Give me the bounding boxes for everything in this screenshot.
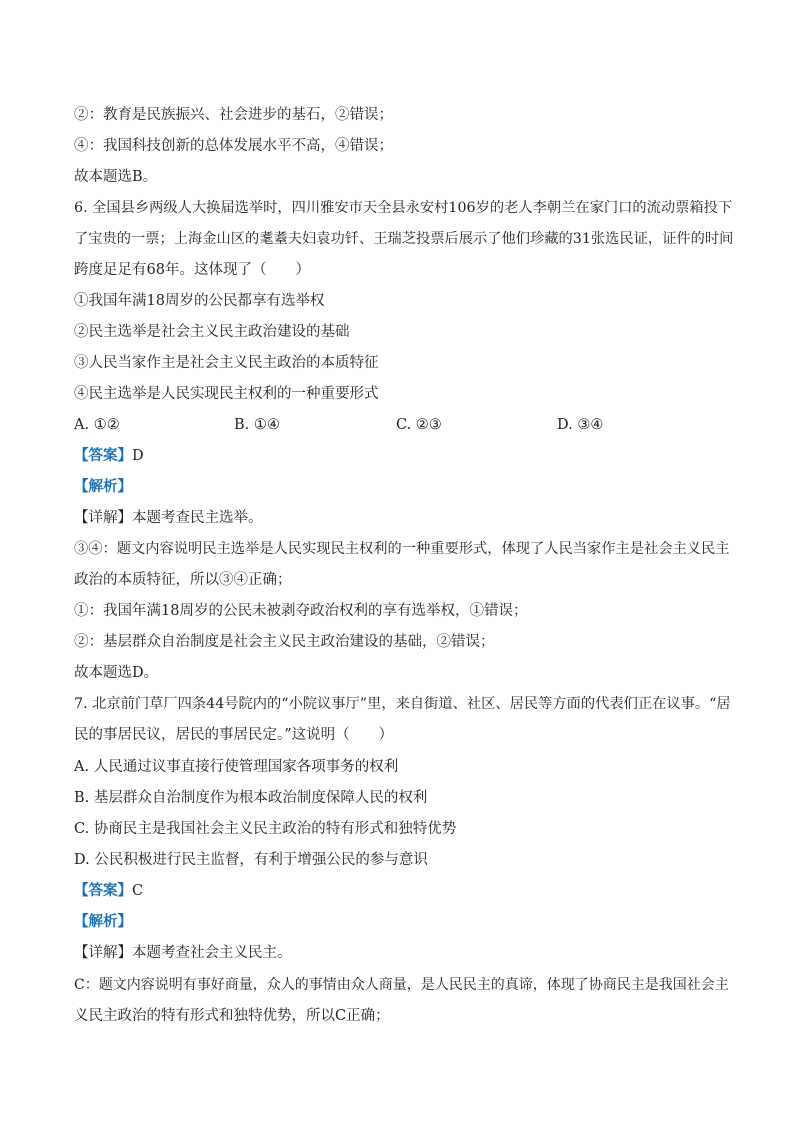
q6-option-b: B. ①④ xyxy=(234,417,280,433)
q5-explain-line-4: ④：我国科技创新的总体发展水平不高，④错误； xyxy=(74,138,393,154)
q6-option-a: A. ①② xyxy=(74,417,120,433)
q7-answer-label: 【答案】 xyxy=(74,882,132,899)
q6-detail-label: 【详解】 xyxy=(74,510,132,526)
q6-detail xyxy=(74,508,734,528)
q7-answer-value: C xyxy=(132,883,144,899)
q6-statement-2: ②民主选举是社会主义民主政治建设的基础 xyxy=(74,324,350,340)
q6-option-d: D. ③④ xyxy=(557,417,604,433)
q6-statement-4: ④民主选举是人民实现民主权利的一种重要形式 xyxy=(74,386,379,402)
q7-analysis-label: 【解析】 xyxy=(74,913,132,930)
q7-detail-text: 本题考查社会主义民主。 xyxy=(132,945,292,961)
q6-answer-value: D xyxy=(132,448,144,464)
q6-conclusion: 故本题选D。 xyxy=(74,665,159,681)
q5-conclusion: 故本题选B。 xyxy=(74,169,158,185)
q7-explain-line-2: 义民主政治的特有形式和独特优势，所以C正确； xyxy=(74,1008,390,1024)
q6-option-c: C. ②③ xyxy=(396,417,442,433)
q7-stem-line-1: 7. 北京前门草厂四条44号院内的“小院议事厅”里，来自街道、社区、居民等方面的代表们正在议事。“居 xyxy=(74,696,731,712)
q7-option-d: D. 公民积极进行民主监督，有利于增强公民的参与意识 xyxy=(74,852,428,868)
q7-detail xyxy=(74,943,734,963)
q6-analysis-heading xyxy=(74,477,734,497)
q6-statement-1: ①我国年满18周岁的公民都享有选举权 xyxy=(74,293,325,309)
q7-option-c: C. 协商民主是我国社会主义民主政治的特有形式和独特优势 xyxy=(74,821,457,837)
q7-analysis-heading xyxy=(74,912,734,932)
q6-stem-line-2: 了宝贵的一票；上海金山区的耄耋夫妇袁功钎、王瑞芝投票后展示了他们珍藏的31张选民证，证件的时间 xyxy=(74,231,734,247)
q7-explain-line-1: C：题文内容说明有事好商量，众人的事情由众人商量，是人民民主的真谛，体现了协商民主是我国社会主 xyxy=(74,977,729,993)
q7-stem-line-2: 民的事居民议，居民的事居民定。”这说明（ ） xyxy=(74,727,394,743)
q7-option-b: B. 基层群众自治制度作为根本政治制度保障人民的权利 xyxy=(74,790,428,806)
q6-answer xyxy=(74,446,734,466)
q6-answer-label: 【答案】 xyxy=(74,447,132,464)
q5-explain-line-2: ②：教育是民族振兴、社会进步的基石，②错误； xyxy=(74,107,393,123)
q6-stem-line-3: 跨度足足有68年。这体现了（ ） xyxy=(74,262,310,278)
q6-statement-3: ③人民当家作主是社会主义民主政治的本质特征 xyxy=(74,355,379,371)
q7-option-a: A. 人民通过议事直接行使管理国家各项事务的权利 xyxy=(74,759,399,775)
q6-explain-line-3: ①：我国年满18周岁的公民未被剥夺政治权利的享有选举权，①错误； xyxy=(74,603,528,619)
q6-explain-line-4: ②：基层群众自治制度是社会主义民主政治建设的基础，②错误； xyxy=(74,634,495,650)
q6-explain-line-2: 政治的本质特征，所以③④正确； xyxy=(74,572,292,588)
q7-detail-label: 【详解】 xyxy=(74,945,132,961)
q6-analysis-label: 【解析】 xyxy=(74,478,132,495)
q6-explain-line-1: ③④：题文内容说明民主选举是人民实现民主权利的一种重要形式，体现了人民当家作主是社会主义民主 xyxy=(74,541,730,557)
q7-answer xyxy=(74,881,734,901)
q6-detail-text: 本题考查民主选举。 xyxy=(132,510,263,526)
q6-stem-line-1: 6. 全国县乡两级人大换届选举时，四川雅安市天全县永安村106岁的老人李朝兰在家门口的流动票箱投下 xyxy=(74,200,733,216)
